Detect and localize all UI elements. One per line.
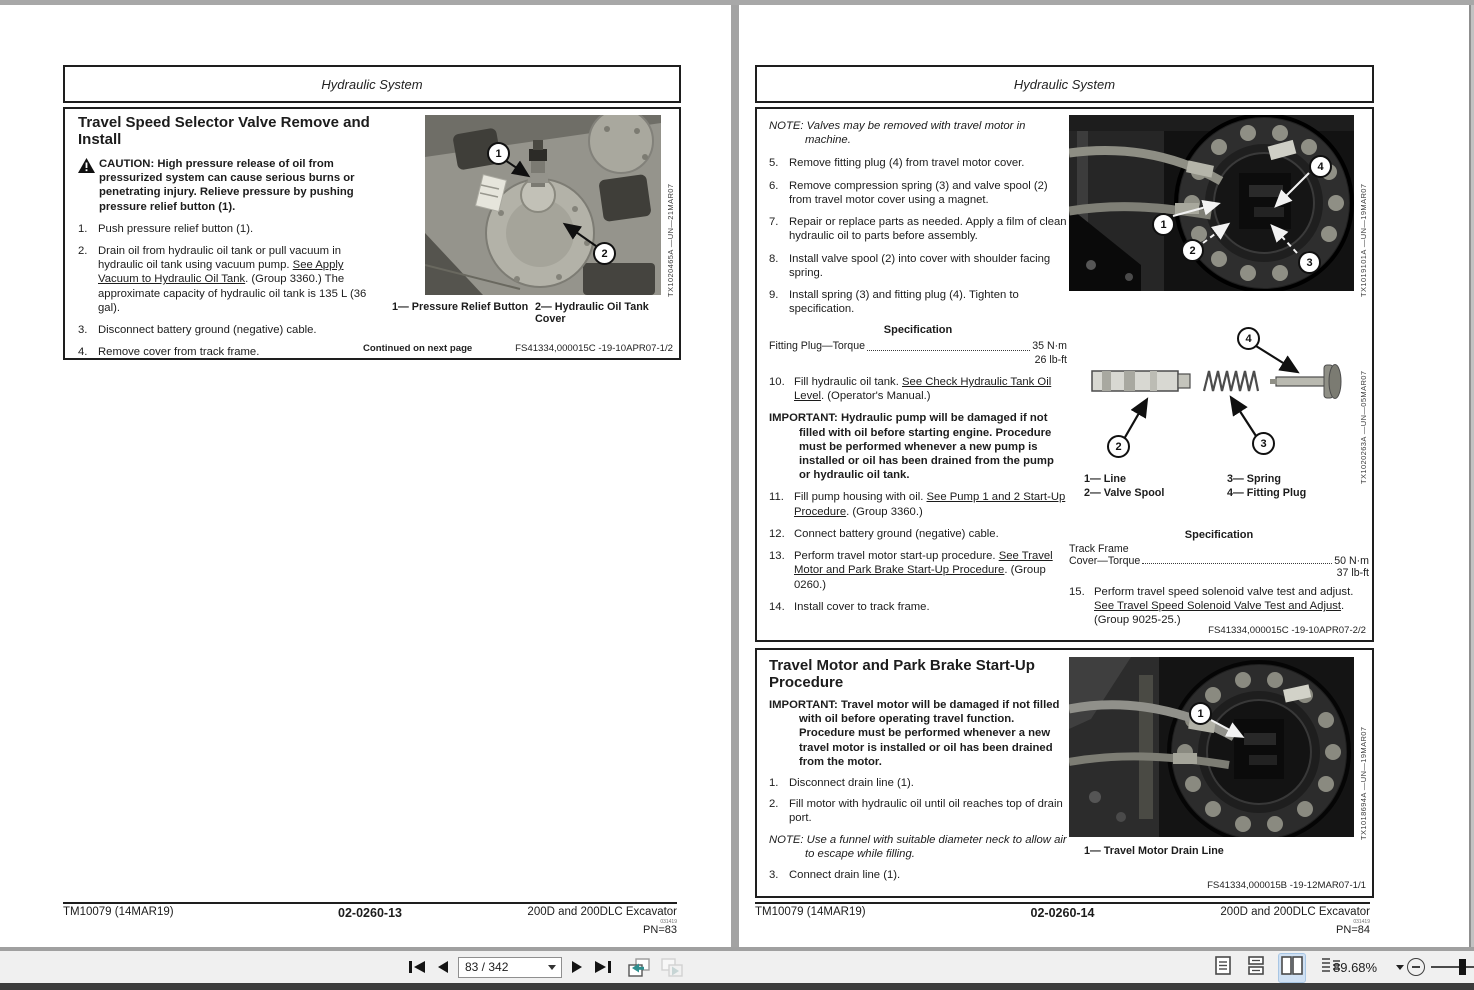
bottom-strip xyxy=(0,983,1474,990)
callout-1: 1 xyxy=(1152,213,1175,236)
doc-code: FS41334,000015B -19-12MAR07-1/1 xyxy=(1207,880,1366,891)
page-footer xyxy=(63,906,677,920)
footer-date-code: 031419 xyxy=(1353,919,1370,925)
first-page-icon xyxy=(408,960,427,974)
scroll-edge[interactable] xyxy=(1469,5,1474,947)
zoom-dropdown-caret-icon[interactable] xyxy=(1396,965,1404,970)
dotted-leader xyxy=(1142,563,1332,564)
caution-block xyxy=(78,157,374,214)
step: 12. Connect battery ground (negative) cable. xyxy=(769,527,999,540)
step: 7. Repair or replace parts as needed. Apply a film of clean hydraulic oil to parts before assembly. xyxy=(769,216,1067,243)
page-footer xyxy=(755,906,1370,920)
spec-value: 35 N·m xyxy=(1032,340,1067,353)
step: 14. Install cover to track frame. xyxy=(769,600,930,613)
note-block: NOTE: Use a funnel with suitable diameter neck to allow air to escape while filling. xyxy=(769,833,1067,860)
image-id-vertical: TX1019101A —UN—19MAR07 xyxy=(1359,183,1368,297)
figure-travel-motor xyxy=(1069,115,1354,291)
step: 3. Disconnect battery ground (negative) cable. xyxy=(78,324,317,337)
page-layout-group xyxy=(1213,956,1344,979)
section-title: Travel Motor and Park Brake Start-Up Procedure xyxy=(769,657,1035,691)
page-divider xyxy=(731,5,739,947)
zoom-level-value[interactable]: 89.68% xyxy=(1333,960,1378,975)
callout-4: 4 xyxy=(1237,327,1260,350)
step: 15. Perform travel speed solenoid valve test and adjust. See Travel Speed Solenoid Valve Test and Adjust. (Group 9025-25.) xyxy=(1069,586,1354,627)
figure-legend xyxy=(1084,472,1346,500)
footer-manual-number: TM10079 (14MAR19) xyxy=(63,906,174,918)
callout-1: 1 xyxy=(1189,702,1212,725)
image-id-vertical: TX1018694A —UN—19MAR07 xyxy=(1359,726,1368,840)
single-page-layout-icon xyxy=(1215,956,1231,975)
viewer-toolbar xyxy=(0,951,1474,983)
footer-rule xyxy=(63,902,677,904)
specification-block xyxy=(1069,529,1369,579)
section-box-continued xyxy=(755,107,1374,642)
running-header-text: Hydraulic System xyxy=(1013,76,1116,92)
last-page-icon xyxy=(593,960,612,974)
cross-reference-link[interactable]: See Travel Speed Solenoid Valve Test and Adjust xyxy=(1094,600,1342,613)
cross-reference-link[interactable]: See Check Hydraulic Tank Oil Level xyxy=(794,375,1052,403)
zoom-slider-track[interactable] xyxy=(1431,966,1474,968)
section-title: Travel Speed Selector Valve Remove and Install xyxy=(78,114,370,148)
spec-heading: Specification xyxy=(883,324,953,337)
footer-page-code: 02-0260-13 xyxy=(338,906,402,920)
step: 3. Connect drain line (1). xyxy=(769,869,901,882)
specification-block xyxy=(769,324,1067,367)
step: 10. Fill hydraulic oil tank. See Check Hydraulic Tank Oil Level. (Operator's Manual.) xyxy=(769,375,1052,403)
cross-reference-link[interactable]: See Apply Vacuum to Hydraulic Oil Tank xyxy=(98,259,344,286)
legend-item: 3— Spring xyxy=(1227,473,1281,485)
zoom-out-button[interactable] xyxy=(1407,958,1425,976)
next-page-icon xyxy=(571,960,584,974)
text-column xyxy=(78,115,374,368)
previous-page-button[interactable] xyxy=(436,960,449,974)
legend-item: 4— Fitting Plug xyxy=(1227,487,1307,500)
doc-code: FS41334,000015C -19-10APR07-2/2 xyxy=(1208,625,1366,636)
figure-caption: 1— Pressure Relief Button xyxy=(392,301,529,313)
figure-valve-parts xyxy=(1072,309,1344,456)
document-page-84 xyxy=(739,5,1470,947)
travel-motor-drain-photo xyxy=(1069,657,1354,837)
step: 11. Fill pump housing with oil. See Pump 1 and 2 Start-Up Procedure. (Group 3360.) xyxy=(769,491,1066,518)
text-column xyxy=(769,658,1067,890)
step: 8. Install valve spool (2) into cover with shoulder facing spring. xyxy=(769,252,1051,279)
running-header xyxy=(63,65,681,103)
callout-3: 3 xyxy=(1298,251,1321,274)
next-view-button[interactable] xyxy=(660,957,684,978)
step: 9. Install spring (3) and fitting plug (4). Tighten to specification. xyxy=(769,288,1019,316)
previous-view-icon xyxy=(627,957,651,978)
page-navigation-group xyxy=(408,955,684,979)
continued-note: Continued on next page xyxy=(363,343,473,354)
spec-value-2: 26 lb-ft xyxy=(1034,353,1067,366)
footer-pn: PN=84 xyxy=(1336,924,1370,936)
caution-text: CAUTION: High pressure release of oil from pressurized system can cause serious burns or penetrating injury. Relieve pressure by pushing pressure relief button (1). xyxy=(99,157,355,213)
callout-2: 2 xyxy=(1107,435,1130,458)
warning-triangle-icon xyxy=(78,158,95,173)
minus-icon xyxy=(1412,966,1420,968)
spec-label-1: Track Frame xyxy=(1069,543,1129,555)
step: 2. Fill motor with hydraulic oil until oil reaches top of drain port. xyxy=(769,798,1063,825)
figure-travel-motor-drain xyxy=(1069,657,1354,837)
previous-view-button[interactable] xyxy=(627,957,651,978)
running-header xyxy=(755,65,1374,103)
page-number-input[interactable] xyxy=(458,957,562,978)
dotted-leader xyxy=(867,350,1030,351)
spec-value: 50 N·m xyxy=(1334,555,1369,567)
footer-rule xyxy=(755,902,1370,904)
step: 5. Remove fitting plug (4) from travel motor cover. xyxy=(769,157,1025,170)
figure-caption: 2— Hydraulic Oil Tank Cover xyxy=(535,301,649,325)
text-column xyxy=(769,119,1067,622)
note-block: NOTE: Valves may be removed with travel motor in machine. xyxy=(769,120,1026,147)
document-page-83 xyxy=(0,5,731,947)
page-dropdown-caret-icon[interactable] xyxy=(548,965,556,970)
footer-manual-number: TM10079 (14MAR19) xyxy=(755,906,866,918)
continuous-layout-icon xyxy=(1248,956,1264,975)
previous-page-icon xyxy=(436,960,449,974)
tank-photo xyxy=(425,115,661,295)
footer-model: 200D and 200DLC Excavator xyxy=(1220,906,1370,918)
spec-label: Fitting Plug—Torque xyxy=(769,340,865,353)
two-page-layout-button[interactable] xyxy=(1279,954,1305,982)
legend-item: 2— Valve Spool xyxy=(1084,487,1165,500)
step: 13. Perform travel motor start-up procedure. See Travel Motor and Park Brake Start-Up Procedure. (Group 0260.) xyxy=(769,550,1053,591)
footer-model: 200D and 200DLC Excavator xyxy=(527,906,678,918)
step: 1. Disconnect drain line (1). xyxy=(769,776,914,789)
section-box-startup xyxy=(755,648,1374,898)
spec-label-2: Cover—Torque xyxy=(1069,555,1141,567)
valve-parts-diagram xyxy=(1072,309,1344,456)
step: 2. Drain oil from hydraulic oil tank or pull vacuum in hydraulic oil tank using vacuum pump. See Apply Vacuum to Hydraulic Oil Tank. (Group 3360.) The approximate capacity of hydraulic oil tank is 135 L (36 gal). xyxy=(78,244,367,314)
cross-reference-link[interactable]: See Pump 1 and 2 Start-Up Procedure xyxy=(794,491,1066,518)
callout-3: 3 xyxy=(1252,432,1275,455)
footer-pn: PN=83 xyxy=(643,924,677,936)
step: 1. Push pressure relief button (1). xyxy=(78,222,254,235)
image-id-vertical: TX1020263A —UN—05MAR07 xyxy=(1359,370,1368,484)
zoom-slider-handle[interactable] xyxy=(1459,959,1466,975)
doc-code: FS41334,000015C -19-10APR07-1/2 xyxy=(515,343,673,354)
last-page-button[interactable] xyxy=(593,960,612,974)
section-box xyxy=(63,107,681,360)
page-number-value: 83 / 342 xyxy=(465,960,509,974)
step: 4. Remove cover from track frame. xyxy=(78,346,260,359)
callout-2: 2 xyxy=(1181,239,1204,262)
spec-value-2: 37 lb-ft xyxy=(1336,567,1369,579)
running-header-text: Hydraulic System xyxy=(321,76,423,92)
next-page-button[interactable] xyxy=(571,960,584,974)
single-page-layout-button[interactable] xyxy=(1213,954,1233,982)
callout-2: 2 xyxy=(593,242,616,265)
cross-reference-link[interactable]: See Travel Motor and Park Brake Start-Up Procedure xyxy=(794,550,1053,577)
image-id-vertical: TX1020465A —UN—21MAR07 xyxy=(666,183,675,297)
first-page-button[interactable] xyxy=(408,960,427,974)
figure-caption: 1— Travel Motor Drain Line xyxy=(1084,845,1224,857)
spec-heading: Specification xyxy=(1184,529,1254,541)
important-block: IMPORTANT: Travel motor will be damaged if not filled with oil before operating travel function. Procedure must be performed whenever a new travel motor is installed or oil has been drained from the motor. xyxy=(769,698,1060,768)
footer-date-code: 031419 xyxy=(660,919,677,925)
figure-hydraulic-tank xyxy=(425,115,661,295)
next-view-icon xyxy=(660,957,684,978)
step: 6. Remove compression spring (3) and valve spool (2) from travel motor cover using a magnet. xyxy=(769,179,1048,206)
callout-4: 4 xyxy=(1309,155,1332,178)
continuous-layout-button[interactable] xyxy=(1246,954,1266,982)
callout-1: 1 xyxy=(487,142,510,165)
important-block: IMPORTANT: Hydraulic pump will be damaged if not filled with oil before starting engine. Procedure must be performed whenever a new pump is installed or oil has been drained from the pump or hydraulic oil tank. xyxy=(769,412,1054,482)
two-page-layout-icon xyxy=(1281,956,1303,975)
legend-item: 1— Line xyxy=(1084,473,1126,485)
footer-page-code: 02-0260-14 xyxy=(1030,906,1095,920)
